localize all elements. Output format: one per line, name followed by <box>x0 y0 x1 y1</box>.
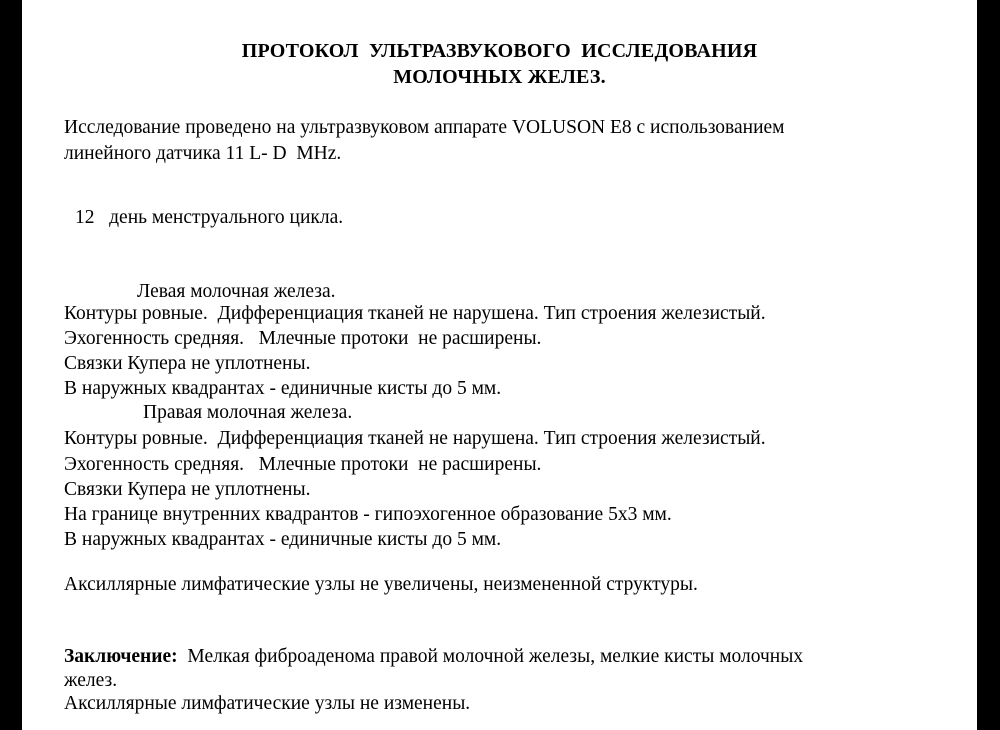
right-breast-line: Эхогенность средняя. Млечные протоки не расширены. <box>64 454 542 475</box>
right-breast-heading: Правая молочная железа. <box>143 402 353 423</box>
conclusion-line1 <box>64 645 803 669</box>
intro-line2: линейного датчика 11 L- D MHz. <box>64 143 342 164</box>
left-breast-heading: Левая молочная железа. <box>137 281 336 302</box>
conclusion-text: Мелкая фиброаденома правой молочной железы, мелкие кисты молочных <box>177 646 804 667</box>
conclusion-label: Заключение: <box>64 646 178 667</box>
cycle-day: 12 день менструального цикла. <box>75 207 344 228</box>
conclusion-line2: желез. <box>64 670 118 691</box>
intro-line1: Исследование проведено на ультразвуковом аппарате VOLUSON E8 с использованием <box>64 117 785 138</box>
right-breast-line: Контуры ровные. Дифференциация тканей не нарушена. Тип строения железистый. <box>64 428 766 449</box>
left-breast-line: Эхогенность средняя. Млечные протоки не расширены. <box>64 328 542 349</box>
document-page <box>22 0 977 730</box>
right-breast-line: Связки Купера не уплотнены. <box>64 479 311 500</box>
left-breast-line: В наружных квадрантах - единичные кисты до 5 мм. <box>64 378 502 399</box>
right-breast-line: В наружных квадрантах - единичные кисты до 5 мм. <box>64 529 502 550</box>
document-title-line2: МОЛОЧНЫХ ЖЕЛЕЗ. <box>393 66 606 88</box>
lymph-nodes-finding: Аксиллярные лимфатические узлы не увеличены, неизмененной структуры. <box>64 574 698 595</box>
right-breast-line: На границе внутренних квадрантов - гипоэхогенное образование 5х3 мм. <box>64 504 672 525</box>
document-title-line1: ПРОТОКОЛ УЛЬТРАЗВУКОВОГО ИССЛЕДОВАНИЯ <box>241 40 758 62</box>
left-breast-line: Контуры ровные. Дифференциация тканей не нарушена. Тип строения железистый. <box>64 303 766 324</box>
left-breast-line: Связки Купера не уплотнены. <box>64 353 311 374</box>
conclusion-line3: Аксиллярные лимфатические узлы не изменены. <box>64 693 471 714</box>
